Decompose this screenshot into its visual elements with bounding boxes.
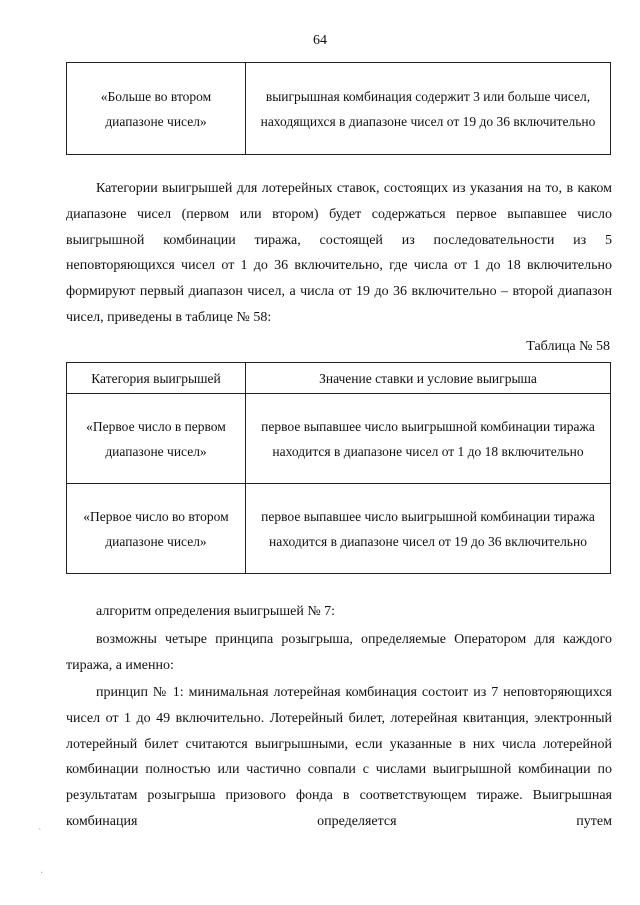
table-header-row bbox=[67, 363, 611, 394]
category-cell: «Больше во втором диапазоне чисел» bbox=[67, 63, 246, 155]
table-row bbox=[67, 394, 611, 484]
condition-cell: выигрышная комбинация содержит 3 или больше чисел, находящихся в диапазоне чисел от 19 до 36 включительно bbox=[246, 63, 611, 155]
principles-intro: возможны четыре принципа розыгрыша, определяемые Оператором для каждого тиража, а именно: bbox=[66, 632, 612, 673]
column-header-condition: Значение ставки и условие выигрыша bbox=[246, 363, 611, 394]
table-row bbox=[67, 484, 611, 574]
principle-1-paragraph: принцип № 1: минимальная лотерейная комбинация состоит из 7 неповторяющихся чисел от 1 до 49 включительно. Лотерейный билет, лотерейная квитанция, электронный лотерейный билет считаются выигрышными, если указанные в них числа лотерейной комбинации полностью или частично совпали с числами выигрышной комбинации по результатам розыгрыша призового фонда в соответствующем тираже. Выигрышная комбинация определяется путем bbox=[66, 685, 612, 829]
page-number: 64 bbox=[313, 33, 327, 48]
table-caption: Таблица № 58 bbox=[526, 339, 610, 354]
condition-cell: первое выпавшее число выигрышной комбинации тиража находится в диапазоне чисел от 19 до 36 включительно bbox=[246, 484, 611, 574]
column-header-category: Категория выигрышей bbox=[67, 363, 246, 394]
intro-paragraph: Категории выигрышей для лотерейных ставок, состоящих из указания на то, в каком диапазоне чисел (первом или втором) будет содержаться первое выпавшее число выигрышной комбинации тиража, состоящей из последовательности из 5 неповторяющихся чисел от 1 до 36 включительно, где числа от 1 до 18 включительно формируют первый диапазон чисел, а числа от 19 до 36 включительно – второй диапазон чисел, приведены в таблице № 58: bbox=[66, 181, 612, 325]
condition-cell: первое выпавшее число выигрышной комбинации тиража находится в диапазоне чисел от 1 до 18 включительно bbox=[246, 394, 611, 484]
table-58 bbox=[66, 362, 611, 574]
continued-table bbox=[66, 62, 611, 155]
scan-artifact-mark: ˋ bbox=[38, 828, 42, 839]
category-cell: «Первое число во втором диапазоне чисел» bbox=[67, 484, 246, 574]
algorithm-heading: алгоритм определения выигрышей № 7: bbox=[96, 604, 336, 619]
scan-artifact-mark: · bbox=[40, 868, 44, 879]
table-row bbox=[67, 63, 611, 155]
category-cell: «Первое число в первом диапазоне чисел» bbox=[67, 394, 246, 484]
